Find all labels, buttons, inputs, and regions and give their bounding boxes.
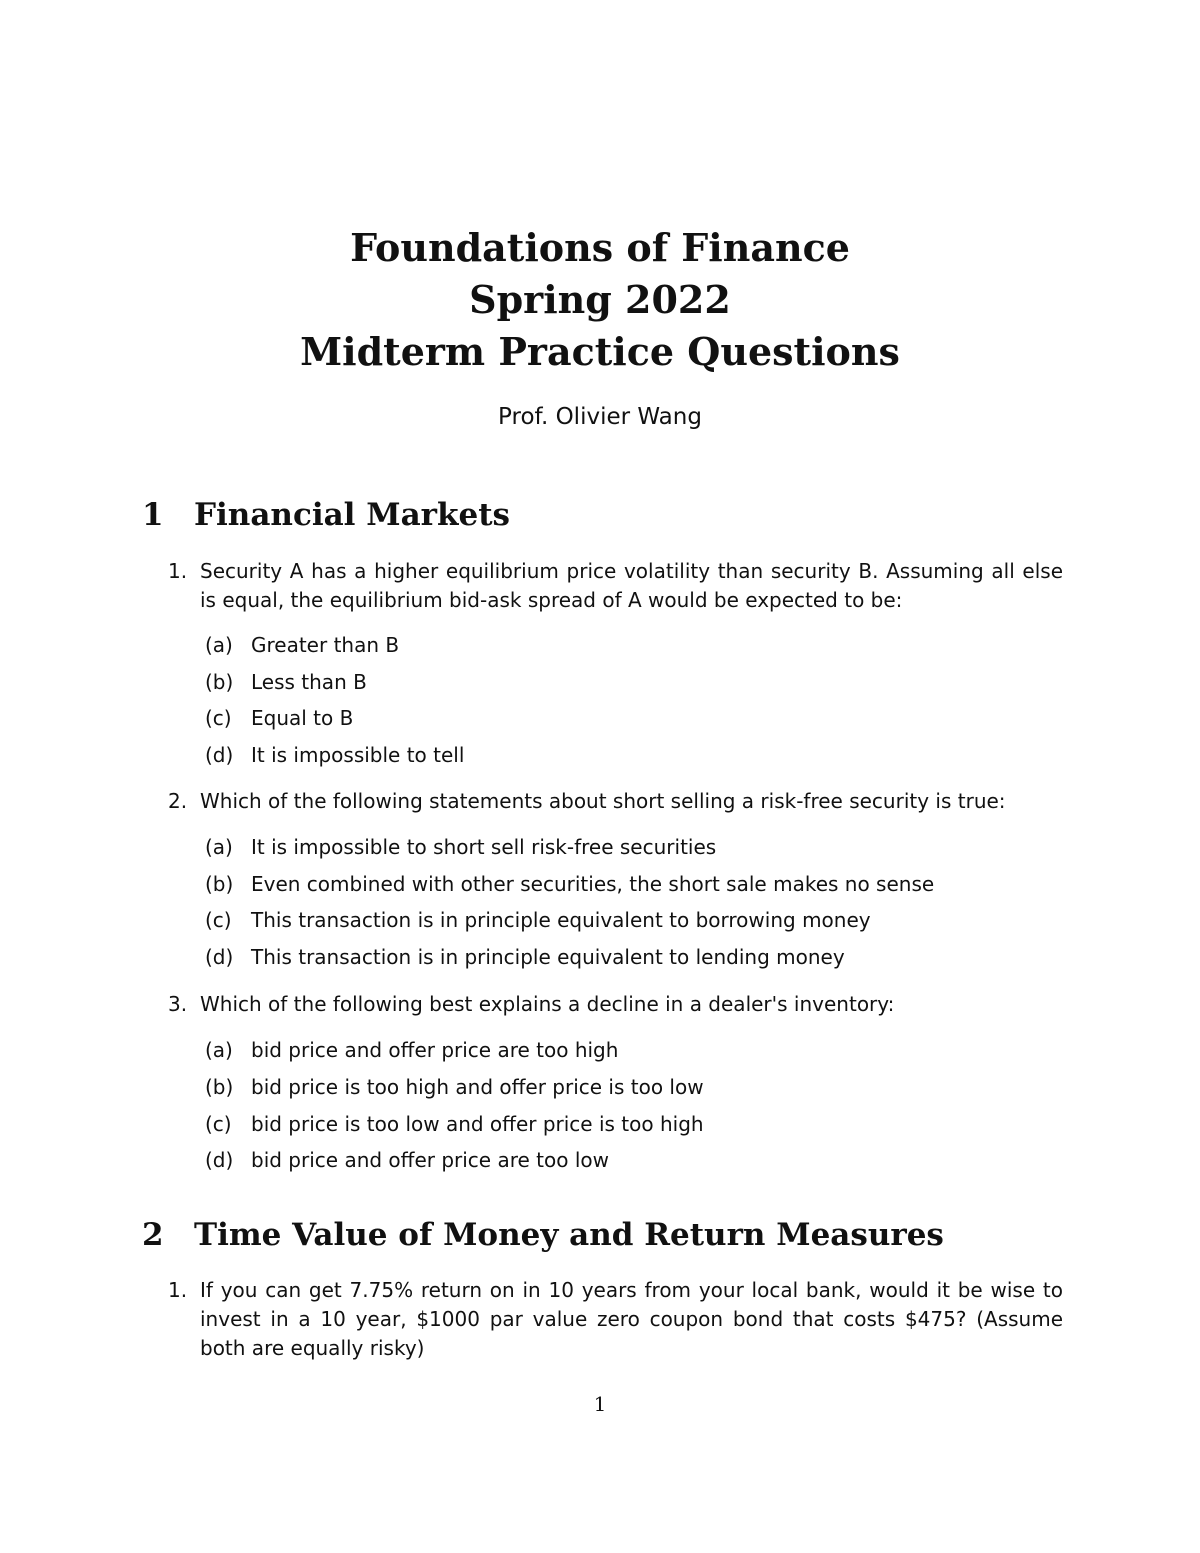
option-label: (b) bbox=[205, 670, 234, 694]
option-text: Equal to B bbox=[251, 706, 354, 730]
document-title: Midterm Practice Questions bbox=[300, 329, 900, 374]
option-text: It is impossible to short sell risk-free securities bbox=[251, 835, 717, 859]
section-heading bbox=[142, 495, 510, 535]
question-number: 1. bbox=[168, 1278, 188, 1302]
option-label: (c) bbox=[205, 908, 232, 932]
option-label: (a) bbox=[205, 835, 233, 859]
option-label: (b) bbox=[205, 872, 234, 896]
author: Prof. Olivier Wang bbox=[498, 404, 702, 430]
option-text: Greater than B bbox=[251, 633, 400, 657]
title-block bbox=[0, 222, 1200, 432]
section-number: 1 bbox=[142, 497, 164, 533]
answer-option bbox=[205, 1110, 704, 1139]
option-text: bid price and offer price are too low bbox=[251, 1148, 609, 1172]
page-number: 1 bbox=[593, 1392, 607, 1416]
question bbox=[168, 787, 1063, 816]
answer-option bbox=[205, 1073, 704, 1102]
answer-option bbox=[205, 631, 399, 660]
course-title: Foundations of Finance bbox=[350, 225, 850, 270]
option-label: (c) bbox=[205, 1112, 232, 1136]
answer-option bbox=[205, 870, 934, 899]
option-label: (a) bbox=[205, 633, 233, 657]
option-text: This transaction is in principle equivalent to lending money bbox=[251, 945, 845, 969]
option-text: bid price and offer price are too high bbox=[251, 1038, 619, 1062]
question-number: 2. bbox=[168, 789, 188, 813]
option-label: (c) bbox=[205, 706, 232, 730]
question-text: Security A has a higher equilibrium price volatility than security B. Assuming all else is equal, the equilibrium bid-ask spread of A would be expected to be: bbox=[200, 559, 1063, 612]
option-text: bid price is too high and offer price is too low bbox=[251, 1075, 704, 1099]
option-label: (a) bbox=[205, 1038, 233, 1062]
option-text: This transaction is in principle equivalent to borrowing money bbox=[251, 908, 871, 932]
question-text: Which of the following statements about short selling a risk-free security is true: bbox=[200, 789, 1006, 813]
answer-option bbox=[205, 1146, 609, 1175]
answer-option bbox=[205, 943, 845, 972]
option-label: (d) bbox=[205, 1148, 234, 1172]
term-title: Spring 2022 bbox=[469, 277, 731, 322]
question-text: Which of the following best explains a decline in a dealer's inventory: bbox=[200, 992, 895, 1016]
option-text: Less than B bbox=[251, 670, 367, 694]
section-heading bbox=[142, 1215, 944, 1255]
option-text: It is impossible to tell bbox=[251, 743, 465, 767]
option-label: (d) bbox=[205, 945, 234, 969]
question-number: 1. bbox=[168, 559, 188, 583]
answer-option bbox=[205, 668, 367, 697]
section-number: 2 bbox=[142, 1217, 164, 1253]
option-label: (b) bbox=[205, 1075, 234, 1099]
question bbox=[168, 990, 1063, 1019]
answer-option bbox=[205, 1036, 618, 1065]
answer-option bbox=[205, 906, 871, 935]
section-title: Financial Markets bbox=[194, 497, 510, 533]
answer-option bbox=[205, 833, 716, 862]
section-title: Time Value of Money and Return Measures bbox=[194, 1217, 944, 1253]
question-number: 3. bbox=[168, 992, 188, 1016]
option-text: bid price is too low and offer price is too high bbox=[251, 1112, 704, 1136]
option-label: (d) bbox=[205, 743, 234, 767]
option-text: Even combined with other securities, the short sale makes no sense bbox=[251, 872, 935, 896]
answer-option bbox=[205, 741, 464, 770]
question bbox=[168, 1276, 1063, 1363]
question bbox=[168, 557, 1063, 615]
question-text: If you can get 7.75% return on in 10 years from your local bank, would it be wise to invest in a 10 year, $1000 par value zero coupon bond that costs $475? (Assume both are equally risky) bbox=[200, 1278, 1063, 1360]
answer-option bbox=[205, 704, 353, 733]
